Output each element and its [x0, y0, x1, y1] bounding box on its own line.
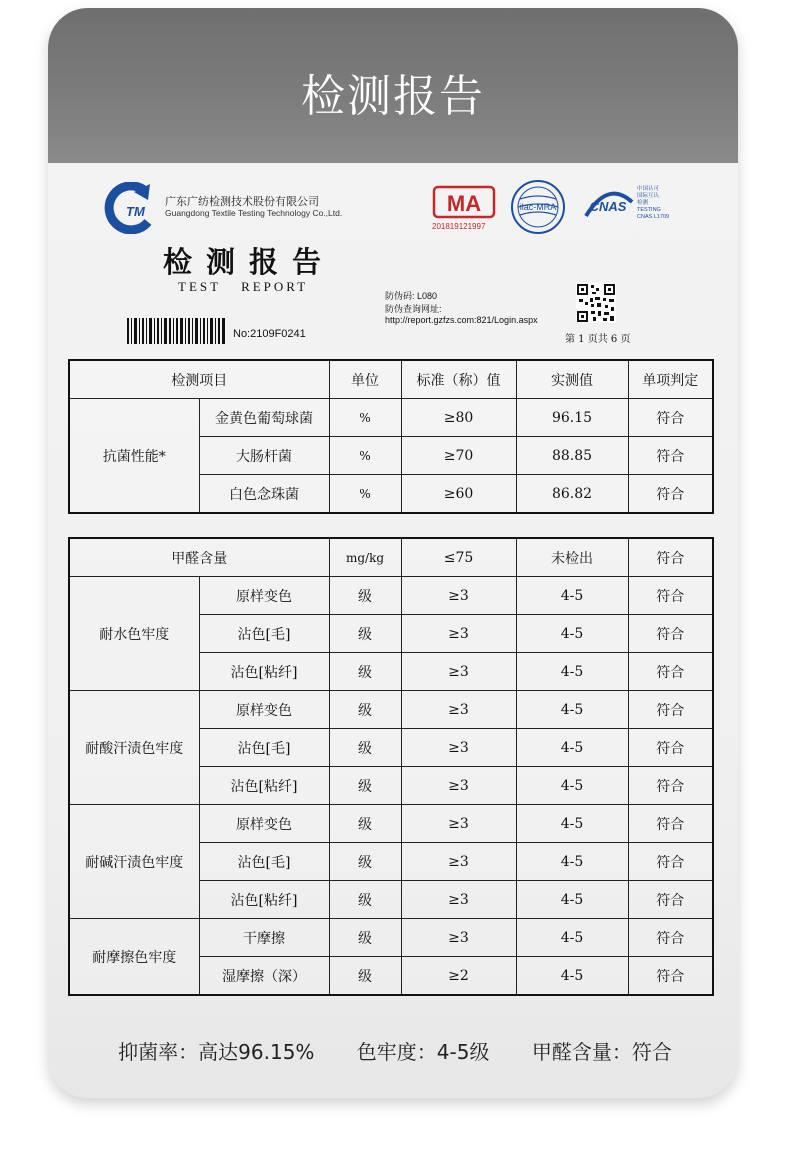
standard-cell: ≥3: [401, 653, 516, 691]
unit-cell: 级: [329, 957, 401, 996]
unit-cell: 级: [329, 615, 401, 653]
standard-cell: ≥3: [401, 691, 516, 729]
unit-cell: mg/kg: [329, 538, 401, 577]
ma-seal-text: MA: [446, 191, 482, 216]
standard-cell: ≥3: [401, 729, 516, 767]
summary-antibacterial: 抑菌率：高达96.15%: [118, 1040, 315, 1064]
standard-cell: ≥3: [401, 577, 516, 615]
measured-cell: 4-5: [516, 615, 628, 653]
colorfastness-table: [68, 537, 714, 996]
item-cell: 沾色[粘纤]: [199, 881, 329, 919]
report-title-cn: 检测报告: [163, 245, 336, 279]
unit-cell: 级: [329, 805, 401, 843]
table-row: [69, 577, 713, 615]
measured-cell: 96.15: [516, 399, 628, 437]
table-row: [69, 691, 713, 729]
measured-cell: 4-5: [516, 843, 628, 881]
item-cell: 干摩擦: [199, 919, 329, 957]
group-label: 耐水色牢度: [69, 577, 199, 691]
result-cell: 符合: [628, 653, 713, 691]
item-cell: 白色念珠菌: [199, 475, 329, 514]
ilac-seal-text: ilac-MRA: [519, 202, 557, 212]
report-title-en: TEST REPORT: [178, 279, 309, 294]
company-logo-icon: [104, 182, 160, 234]
anti-fake-url: http://report.gzfzs.com:821/Login.aspx: [385, 315, 538, 325]
logo-text: TM: [126, 204, 145, 219]
measured-cell: 4-5: [516, 957, 628, 996]
standard-cell: ≥2: [401, 957, 516, 996]
result-cell: 符合: [628, 805, 713, 843]
unit-cell: 级: [329, 729, 401, 767]
standard-cell: ≥3: [401, 767, 516, 805]
group-label: 耐碱汗渍色牢度: [69, 805, 199, 919]
measured-cell: 86.82: [516, 475, 628, 514]
unit-cell: 级: [329, 691, 401, 729]
cnas-seal-text: CNAS: [589, 199, 627, 214]
measured-cell: 4-5: [516, 577, 628, 615]
unit-cell: 级: [329, 881, 401, 919]
measured-cell: 未检出: [516, 538, 628, 577]
table-header-row: [69, 360, 713, 399]
table-row: [69, 399, 713, 437]
header-item: 检测项目: [69, 360, 329, 399]
header-measured: 实测值: [516, 360, 628, 399]
item-cell: 大肠杆菌: [199, 437, 329, 475]
unit-cell: 级: [329, 919, 401, 957]
unit-cell: 级: [329, 767, 401, 805]
standard-cell: ≥3: [401, 615, 516, 653]
table-row: [69, 919, 713, 957]
header-result: 单项判定: [628, 360, 713, 399]
standard-cell: ≥60: [401, 475, 516, 514]
page-info: 第 1 页共 6 页: [565, 334, 631, 345]
anti-fake-code: 防伪码: L080: [385, 291, 438, 301]
standard-cell: ≥80: [401, 399, 516, 437]
group-label: 耐摩擦色牢度: [69, 919, 199, 996]
cnas-side-line: 中国认可: [637, 186, 660, 192]
table-row: [69, 805, 713, 843]
measured-cell: 4-5: [516, 805, 628, 843]
item-cell: 沾色[毛]: [199, 729, 329, 767]
company-name-cn: 广东广纺检测技术股份有限公司: [165, 195, 319, 208]
measured-cell: 4-5: [516, 729, 628, 767]
result-cell: 符合: [628, 957, 713, 996]
standard-cell: ≥70: [401, 437, 516, 475]
standard-cell: ≥3: [401, 881, 516, 919]
cnas-side-line: TESTING: [637, 207, 661, 213]
result-cell: 符合: [628, 577, 713, 615]
measured-cell: 88.85: [516, 437, 628, 475]
unit-cell: %: [329, 437, 401, 475]
result-cell: 符合: [628, 691, 713, 729]
item-cell: 原样变色: [199, 577, 329, 615]
standard-cell: ≥3: [401, 919, 516, 957]
ma-code: 201819121997: [432, 222, 486, 231]
standard-cell: ≥3: [401, 843, 516, 881]
item-cell: 原样变色: [199, 691, 329, 729]
unit-cell: 级: [329, 843, 401, 881]
result-cell: 符合: [628, 538, 713, 577]
ilac-seal-icon: [510, 179, 566, 235]
item-cell: 甲醛含量: [69, 538, 329, 577]
report-number: No:2109F0241: [233, 328, 306, 340]
item-cell: 湿摩擦（深）: [199, 957, 329, 996]
result-cell: 符合: [628, 437, 713, 475]
result-cell: 符合: [628, 843, 713, 881]
header-standard: 标准（称）值: [401, 360, 516, 399]
measured-cell: 4-5: [516, 919, 628, 957]
unit-cell: %: [329, 399, 401, 437]
measured-cell: 4-5: [516, 767, 628, 805]
summary-colorfastness: 色牢度：4-5级: [356, 1040, 490, 1064]
cnas-side-line: 检测: [637, 200, 649, 206]
group-label: 抗菌性能*: [69, 399, 199, 514]
result-cell: 符合: [628, 729, 713, 767]
group-label: 耐酸汗渍色牢度: [69, 691, 199, 805]
standard-cell: ≥3: [401, 805, 516, 843]
measured-cell: 4-5: [516, 881, 628, 919]
unit-cell: 级: [329, 577, 401, 615]
measured-cell: 4-5: [516, 691, 628, 729]
banner-title: 检测报告: [301, 71, 485, 122]
unit-cell: 级: [329, 653, 401, 691]
cnas-side-text: [637, 186, 669, 221]
antibacterial-table: [68, 359, 714, 514]
result-cell: 符合: [628, 881, 713, 919]
measured-cell: 4-5: [516, 653, 628, 691]
summary-bar: [0, 1036, 790, 1065]
standard-cell: ≤75: [401, 538, 516, 577]
item-cell: 金黄色葡萄球菌: [199, 399, 329, 437]
barcode-icon: [127, 318, 225, 344]
item-cell: 原样变色: [199, 805, 329, 843]
result-cell: 符合: [628, 475, 713, 514]
result-cell: 符合: [628, 767, 713, 805]
item-cell: 沾色[毛]: [199, 615, 329, 653]
unit-cell: %: [329, 475, 401, 514]
table-row: [69, 538, 713, 577]
cnas-side-line: CNAS L1709: [637, 214, 670, 220]
company-name-en: Guangdong Textile Testing Technology Co.,Ltd.: [165, 208, 343, 218]
result-cell: 符合: [628, 615, 713, 653]
cnas-side-line: 国际互认: [637, 193, 660, 199]
item-cell: 沾色[毛]: [199, 843, 329, 881]
cnas-seal-icon: [580, 186, 636, 226]
ma-seal-icon: [432, 184, 496, 220]
item-cell: 沾色[粘纤]: [199, 767, 329, 805]
qr-code-icon: [576, 283, 616, 323]
anti-fake-url-label: 防伪查询网址:: [385, 304, 442, 314]
banner: [48, 8, 738, 163]
result-cell: 符合: [628, 399, 713, 437]
header-unit: 单位: [329, 360, 401, 399]
summary-formaldehyde: 甲醛含量：符合: [531, 1040, 672, 1064]
item-cell: 沾色[粘纤]: [199, 653, 329, 691]
result-cell: 符合: [628, 919, 713, 957]
